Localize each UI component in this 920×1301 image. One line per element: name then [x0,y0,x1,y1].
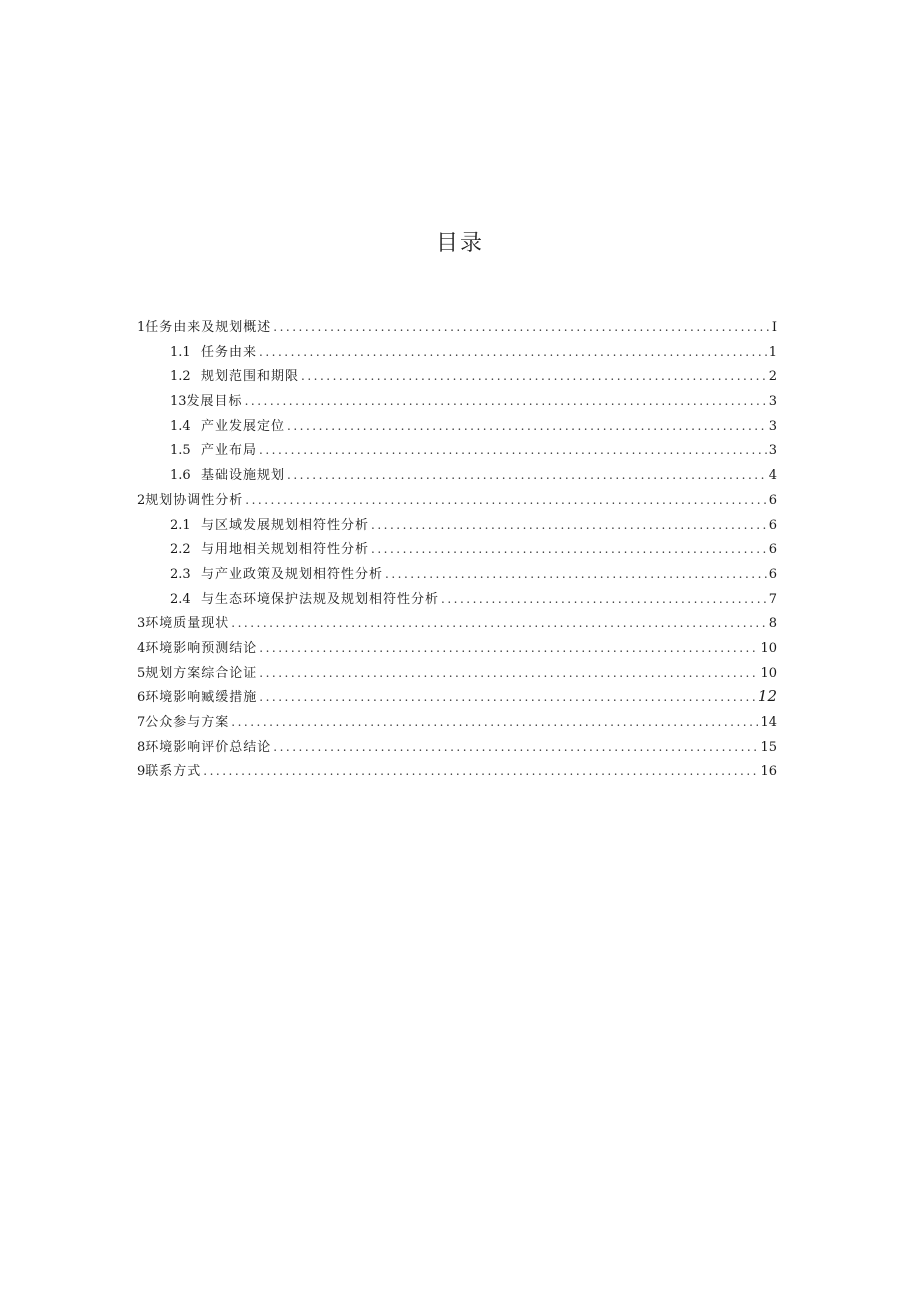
toc-entry-title: 规划方案综合论证 [145,665,258,681]
toc-entry-page: 3 [768,418,777,434]
toc-dot-leader [259,666,758,680]
toc-entry[interactable] [137,662,777,687]
toc-entry-title: 公众参与方案 [145,715,230,730]
toc-dot-leader [287,468,767,482]
toc-entry[interactable] [137,489,777,514]
toc-entry-title: 产业布局 [201,443,258,459]
toc-dot-leader [231,715,758,729]
toc-entry[interactable] [137,588,777,613]
toc-entry-number: 8 [137,739,146,755]
toc-entry-title: 与区域发展规划相符性分析 [201,517,370,533]
toc-entry-page: 15 [760,739,777,755]
toc-title: 目录 [435,231,484,256]
toc-dot-leader [287,419,767,433]
toc-dot-leader [371,542,767,556]
toc-entry-number: 7 [137,715,146,730]
toc-dot-leader [231,616,766,630]
toc-entry-title: 任务由来及规划概述 [145,320,272,335]
toc-entry-title: 与用地相关规划相符性分析 [201,542,370,558]
toc-entry[interactable] [137,637,777,662]
toc-entry-number: 3 [137,616,146,632]
toc-entry[interactable] [137,711,777,736]
toc-entry[interactable] [137,612,777,637]
toc-dot-leader [259,345,767,359]
toc-dot-leader [259,443,767,457]
toc-dot-leader [259,690,756,704]
toc-entry-number: 1 [137,320,146,335]
toc-entry-page: 6 [768,517,777,533]
toc-entry[interactable] [137,390,777,415]
toc-entry[interactable] [137,316,777,341]
toc-dot-leader [203,764,758,778]
toc-entry[interactable] [137,365,777,390]
toc-entry-page: 10 [760,640,777,656]
toc-entry-title: 环境影响评价总结论 [145,739,272,755]
toc-entry-title: 联系方式 [145,764,202,780]
toc-entry-number: 2.3 [170,566,191,582]
toc-entry[interactable] [137,686,777,711]
toc-entry-title: 任务由来 [201,344,258,360]
toc-entry-page: 10 [760,665,777,681]
toc-entry-number: 5 [137,665,146,681]
toc-entry-title: 环境影响臧缓措施 [145,690,258,706]
toc-entry[interactable] [137,415,777,440]
toc-dot-leader [273,320,770,334]
toc-entry-number: 2 [137,492,146,508]
toc-entry-page: 16 [760,764,777,780]
toc-entry-page: 6 [768,566,777,582]
toc-entry-number: 1.4 [170,418,191,434]
toc-entry-page: I [771,320,777,335]
toc-dot-leader [245,493,766,507]
toc-dot-leader [259,641,758,655]
toc-entry[interactable] [137,464,777,489]
toc-dot-leader [301,369,767,383]
toc-entry[interactable] [137,760,777,785]
toc-entry-number: 2.4 [170,591,191,607]
toc-dot-leader [441,592,767,606]
toc-entry-title: 环境影响预测结论 [145,640,258,656]
toc-entry-number: 1.6 [170,468,191,484]
toc-entry-page: 1 [768,344,777,360]
toc-entry-title: 基础设施规划 [201,468,286,484]
toc-entry-number: 6 [137,690,146,706]
toc-entry-number: 1.5 [170,443,191,459]
toc-entry-number: 2.2 [170,542,191,558]
toc-entry-title: 与生态环境保护法规及规划相符性分析 [201,591,440,607]
toc-entry-number: 9 [137,764,146,780]
toc-entry-number: 1.1 [170,344,191,360]
toc-entry-number: 2.1 [170,517,191,533]
toc-entry-page: 7 [768,591,777,607]
toc-entry-title: 环境质量现状 [145,616,230,632]
toc-entry-title: 规划协调性分析 [145,492,244,508]
toc-entry[interactable] [137,563,777,588]
toc-entry-number: 4 [137,640,146,656]
toc-entry[interactable] [137,439,777,464]
toc-entry-page: 6 [768,492,777,508]
toc-entry-title: 与产业政策及规划相符性分析 [201,566,384,582]
toc-dot-leader [371,518,767,532]
toc-entry-number: 13 [170,394,187,410]
toc-entry-page: 2 [768,369,777,385]
toc-dot-leader [245,394,767,408]
toc-entry-page: 6 [768,542,777,558]
toc-list [137,316,777,785]
toc-entry[interactable] [137,736,777,761]
toc-dot-leader [385,567,767,581]
toc-entry-page: 3 [768,443,777,459]
toc-entry-page: 4 [768,468,777,484]
toc-entry-page: 14 [760,715,777,730]
toc-dot-leader [273,740,758,754]
toc-entry[interactable] [137,538,777,563]
toc-entry-number: 1.2 [170,369,191,385]
toc-entry-title: 发展目标 [186,394,243,410]
toc-entry[interactable] [137,341,777,366]
toc-entry-page: 12 [757,687,777,706]
toc-entry-page: 8 [768,616,777,632]
toc-entry-page: 3 [768,394,777,410]
toc-entry-title: 产业发展定位 [201,418,286,434]
toc-entry-title: 规划范围和期限 [201,369,300,385]
toc-entry[interactable] [137,514,777,539]
